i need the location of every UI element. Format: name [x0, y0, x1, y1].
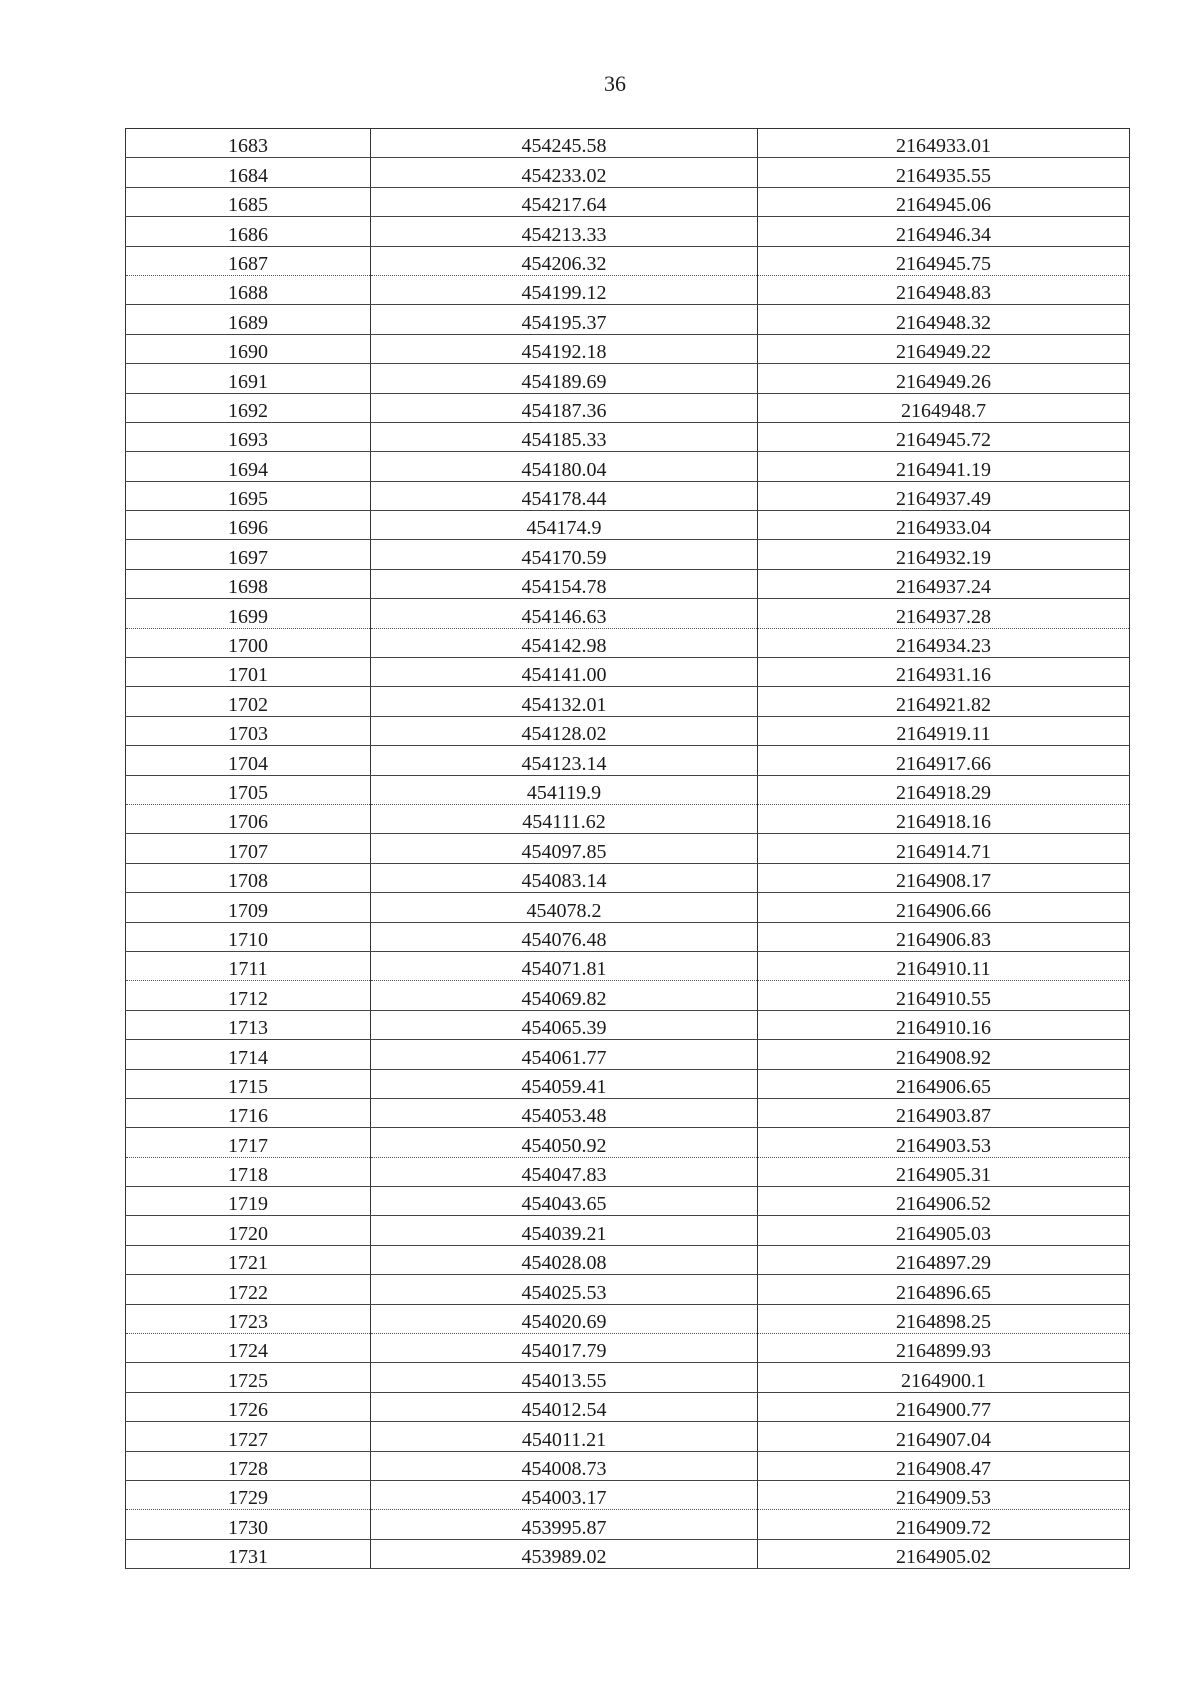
point-id-cell: 1700 — [126, 628, 371, 657]
point-id-cell: 1724 — [126, 1334, 371, 1363]
y-coordinate-cell: 2164910.55 — [758, 981, 1130, 1010]
table-row — [126, 981, 1130, 1010]
y-coordinate-cell: 2164900.77 — [758, 1392, 1130, 1421]
x-coordinate-cell: 454083.14 — [371, 863, 758, 892]
point-id-cell: 1720 — [126, 1216, 371, 1245]
point-id-cell: 1685 — [126, 187, 371, 216]
table-row — [126, 1216, 1130, 1245]
point-id-cell: 1687 — [126, 246, 371, 275]
point-id-cell: 1694 — [126, 452, 371, 481]
table-row — [126, 1040, 1130, 1069]
y-coordinate-cell: 2164907.04 — [758, 1422, 1130, 1451]
x-coordinate-cell: 454111.62 — [371, 804, 758, 833]
y-coordinate-cell: 2164934.23 — [758, 628, 1130, 657]
y-coordinate-cell: 2164908.47 — [758, 1451, 1130, 1480]
point-id-cell: 1707 — [126, 834, 371, 863]
x-coordinate-cell: 454195.37 — [371, 305, 758, 334]
y-coordinate-cell: 2164903.87 — [758, 1098, 1130, 1127]
x-coordinate-cell: 454043.65 — [371, 1187, 758, 1216]
point-id-cell: 1693 — [126, 422, 371, 451]
y-coordinate-cell: 2164933.01 — [758, 129, 1130, 158]
x-coordinate-cell: 454233.02 — [371, 158, 758, 187]
table-row — [126, 599, 1130, 628]
table-row — [126, 569, 1130, 598]
point-id-cell: 1717 — [126, 1128, 371, 1157]
table-row — [126, 893, 1130, 922]
point-id-cell: 1715 — [126, 1069, 371, 1098]
table-row — [126, 1245, 1130, 1274]
x-coordinate-cell: 454178.44 — [371, 481, 758, 510]
point-id-cell: 1721 — [126, 1245, 371, 1274]
point-id-cell: 1697 — [126, 540, 371, 569]
y-coordinate-cell: 2164948.83 — [758, 275, 1130, 304]
y-coordinate-cell: 2164910.11 — [758, 951, 1130, 980]
point-id-cell: 1698 — [126, 569, 371, 598]
point-id-cell: 1718 — [126, 1157, 371, 1186]
point-id-cell: 1728 — [126, 1451, 371, 1480]
x-coordinate-cell: 454213.33 — [371, 217, 758, 246]
y-coordinate-cell: 2164949.22 — [758, 334, 1130, 363]
y-coordinate-cell: 2164899.93 — [758, 1334, 1130, 1363]
x-coordinate-cell: 454199.12 — [371, 275, 758, 304]
y-coordinate-cell: 2164933.04 — [758, 511, 1130, 540]
table-row — [126, 687, 1130, 716]
y-coordinate-cell: 2164914.71 — [758, 834, 1130, 863]
point-id-cell: 1712 — [126, 981, 371, 1010]
table-row — [126, 1275, 1130, 1304]
page-number: 36 — [604, 71, 626, 96]
x-coordinate-cell: 454071.81 — [371, 951, 758, 980]
table-row — [126, 1187, 1130, 1216]
point-id-cell: 1684 — [126, 158, 371, 187]
table-row — [126, 364, 1130, 393]
table-row — [126, 1539, 1130, 1568]
point-id-cell: 1710 — [126, 922, 371, 951]
table-row — [126, 1510, 1130, 1539]
x-coordinate-cell: 454012.54 — [371, 1392, 758, 1421]
x-coordinate-cell: 453989.02 — [371, 1539, 758, 1568]
y-coordinate-cell: 2164909.72 — [758, 1510, 1130, 1539]
table-row — [126, 746, 1130, 775]
coordinates-table-body — [126, 129, 1130, 1569]
x-coordinate-cell: 454061.77 — [371, 1040, 758, 1069]
point-id-cell: 1726 — [126, 1392, 371, 1421]
point-id-cell: 1725 — [126, 1363, 371, 1392]
x-coordinate-cell: 454025.53 — [371, 1275, 758, 1304]
point-id-cell: 1696 — [126, 511, 371, 540]
point-id-cell: 1713 — [126, 1010, 371, 1039]
y-coordinate-cell: 2164918.16 — [758, 804, 1130, 833]
y-coordinate-cell: 2164945.75 — [758, 246, 1130, 275]
y-coordinate-cell: 2164948.7 — [758, 393, 1130, 422]
y-coordinate-cell: 2164910.16 — [758, 1010, 1130, 1039]
point-id-cell: 1699 — [126, 599, 371, 628]
table-row — [126, 129, 1130, 158]
point-id-cell: 1702 — [126, 687, 371, 716]
table-row — [126, 716, 1130, 745]
table-row — [126, 422, 1130, 451]
table-row — [126, 1451, 1130, 1480]
point-id-cell: 1708 — [126, 863, 371, 892]
x-coordinate-cell: 454011.21 — [371, 1422, 758, 1451]
y-coordinate-cell: 2164905.03 — [758, 1216, 1130, 1245]
point-id-cell: 1714 — [126, 1040, 371, 1069]
x-coordinate-cell: 454047.83 — [371, 1157, 758, 1186]
y-coordinate-cell: 2164949.26 — [758, 364, 1130, 393]
table-row — [126, 187, 1130, 216]
point-id-cell: 1691 — [126, 364, 371, 393]
table-row — [126, 922, 1130, 951]
table-row — [126, 1480, 1130, 1509]
y-coordinate-cell: 2164897.29 — [758, 1245, 1130, 1274]
table-row — [126, 834, 1130, 863]
point-id-cell: 1703 — [126, 716, 371, 745]
y-coordinate-cell: 2164945.06 — [758, 187, 1130, 216]
y-coordinate-cell: 2164919.11 — [758, 716, 1130, 745]
table-row — [126, 1157, 1130, 1186]
x-coordinate-cell: 454065.39 — [371, 1010, 758, 1039]
y-coordinate-cell: 2164935.55 — [758, 158, 1130, 187]
table-row — [126, 1128, 1130, 1157]
table-row — [126, 246, 1130, 275]
y-coordinate-cell: 2164946.34 — [758, 217, 1130, 246]
y-coordinate-cell: 2164908.17 — [758, 863, 1130, 892]
table-row — [126, 1304, 1130, 1333]
x-coordinate-cell: 454059.41 — [371, 1069, 758, 1098]
x-coordinate-cell: 454008.73 — [371, 1451, 758, 1480]
x-coordinate-cell: 454119.9 — [371, 775, 758, 804]
x-coordinate-cell: 454170.59 — [371, 540, 758, 569]
point-id-cell: 1690 — [126, 334, 371, 363]
x-coordinate-cell: 454053.48 — [371, 1098, 758, 1127]
table-row — [126, 1334, 1130, 1363]
point-id-cell: 1701 — [126, 658, 371, 687]
table-row — [126, 1098, 1130, 1127]
point-id-cell: 1704 — [126, 746, 371, 775]
y-coordinate-cell: 2164921.82 — [758, 687, 1130, 716]
x-coordinate-cell: 454180.04 — [371, 452, 758, 481]
x-coordinate-cell: 454039.21 — [371, 1216, 758, 1245]
x-coordinate-cell: 454078.2 — [371, 893, 758, 922]
y-coordinate-cell: 2164932.19 — [758, 540, 1130, 569]
x-coordinate-cell: 454174.9 — [371, 511, 758, 540]
point-id-cell: 1683 — [126, 129, 371, 158]
table-row — [126, 452, 1130, 481]
point-id-cell: 1709 — [126, 893, 371, 922]
point-id-cell: 1711 — [126, 951, 371, 980]
x-coordinate-cell: 454013.55 — [371, 1363, 758, 1392]
x-coordinate-cell: 454154.78 — [371, 569, 758, 598]
y-coordinate-cell: 2164905.02 — [758, 1539, 1130, 1568]
table-row — [126, 481, 1130, 510]
x-coordinate-cell: 454141.00 — [371, 658, 758, 687]
coordinates-table — [125, 128, 1130, 1569]
x-coordinate-cell: 454245.58 — [371, 129, 758, 158]
x-coordinate-cell: 454097.85 — [371, 834, 758, 863]
point-id-cell: 1705 — [126, 775, 371, 804]
x-coordinate-cell: 454028.08 — [371, 1245, 758, 1274]
table-row — [126, 863, 1130, 892]
y-coordinate-cell: 2164937.49 — [758, 481, 1130, 510]
y-coordinate-cell: 2164906.65 — [758, 1069, 1130, 1098]
y-coordinate-cell: 2164906.83 — [758, 922, 1130, 951]
point-id-cell: 1716 — [126, 1098, 371, 1127]
table-row — [126, 334, 1130, 363]
table-row — [126, 217, 1130, 246]
point-id-cell: 1731 — [126, 1539, 371, 1568]
point-id-cell: 1722 — [126, 1275, 371, 1304]
table-row — [126, 951, 1130, 980]
table-row — [126, 1392, 1130, 1421]
table-row — [126, 511, 1130, 540]
x-coordinate-cell: 454123.14 — [371, 746, 758, 775]
x-coordinate-cell: 454187.36 — [371, 393, 758, 422]
y-coordinate-cell: 2164941.19 — [758, 452, 1130, 481]
x-coordinate-cell: 454192.18 — [371, 334, 758, 363]
y-coordinate-cell: 2164937.28 — [758, 599, 1130, 628]
x-coordinate-cell: 454132.01 — [371, 687, 758, 716]
y-coordinate-cell: 2164903.53 — [758, 1128, 1130, 1157]
table-row — [126, 1010, 1130, 1039]
x-coordinate-cell: 454206.32 — [371, 246, 758, 275]
x-coordinate-cell: 454050.92 — [371, 1128, 758, 1157]
y-coordinate-cell: 2164908.92 — [758, 1040, 1130, 1069]
table-row — [126, 393, 1130, 422]
table-row — [126, 628, 1130, 657]
y-coordinate-cell: 2164918.29 — [758, 775, 1130, 804]
x-coordinate-cell: 453995.87 — [371, 1510, 758, 1539]
y-coordinate-cell: 2164948.32 — [758, 305, 1130, 334]
y-coordinate-cell: 2164905.31 — [758, 1157, 1130, 1186]
y-coordinate-cell: 2164896.65 — [758, 1275, 1130, 1304]
x-coordinate-cell: 454146.63 — [371, 599, 758, 628]
x-coordinate-cell: 454003.17 — [371, 1480, 758, 1509]
table-row — [126, 1363, 1130, 1392]
table-row — [126, 275, 1130, 304]
point-id-cell: 1719 — [126, 1187, 371, 1216]
table-row — [126, 1069, 1130, 1098]
x-coordinate-cell: 454142.98 — [371, 628, 758, 657]
y-coordinate-cell: 2164909.53 — [758, 1480, 1130, 1509]
point-id-cell: 1688 — [126, 275, 371, 304]
table-row — [126, 1422, 1130, 1451]
point-id-cell: 1706 — [126, 804, 371, 833]
x-coordinate-cell: 454189.69 — [371, 364, 758, 393]
x-coordinate-cell: 454128.02 — [371, 716, 758, 745]
x-coordinate-cell: 454217.64 — [371, 187, 758, 216]
table-row — [126, 658, 1130, 687]
table-row — [126, 305, 1130, 334]
x-coordinate-cell: 454185.33 — [371, 422, 758, 451]
table-row — [126, 804, 1130, 833]
y-coordinate-cell: 2164931.16 — [758, 658, 1130, 687]
table-row — [126, 540, 1130, 569]
table-row — [126, 158, 1130, 187]
y-coordinate-cell: 2164917.66 — [758, 746, 1130, 775]
y-coordinate-cell: 2164898.25 — [758, 1304, 1130, 1333]
y-coordinate-cell: 2164945.72 — [758, 422, 1130, 451]
y-coordinate-cell: 2164900.1 — [758, 1363, 1130, 1392]
point-id-cell: 1727 — [126, 1422, 371, 1451]
y-coordinate-cell: 2164906.66 — [758, 893, 1130, 922]
point-id-cell: 1689 — [126, 305, 371, 334]
x-coordinate-cell: 454017.79 — [371, 1334, 758, 1363]
point-id-cell: 1695 — [126, 481, 371, 510]
point-id-cell: 1692 — [126, 393, 371, 422]
x-coordinate-cell: 454069.82 — [371, 981, 758, 1010]
point-id-cell: 1729 — [126, 1480, 371, 1509]
point-id-cell: 1723 — [126, 1304, 371, 1333]
x-coordinate-cell: 454020.69 — [371, 1304, 758, 1333]
y-coordinate-cell: 2164906.52 — [758, 1187, 1130, 1216]
x-coordinate-cell: 454076.48 — [371, 922, 758, 951]
table-row — [126, 775, 1130, 804]
point-id-cell: 1686 — [126, 217, 371, 246]
y-coordinate-cell: 2164937.24 — [758, 569, 1130, 598]
point-id-cell: 1730 — [126, 1510, 371, 1539]
